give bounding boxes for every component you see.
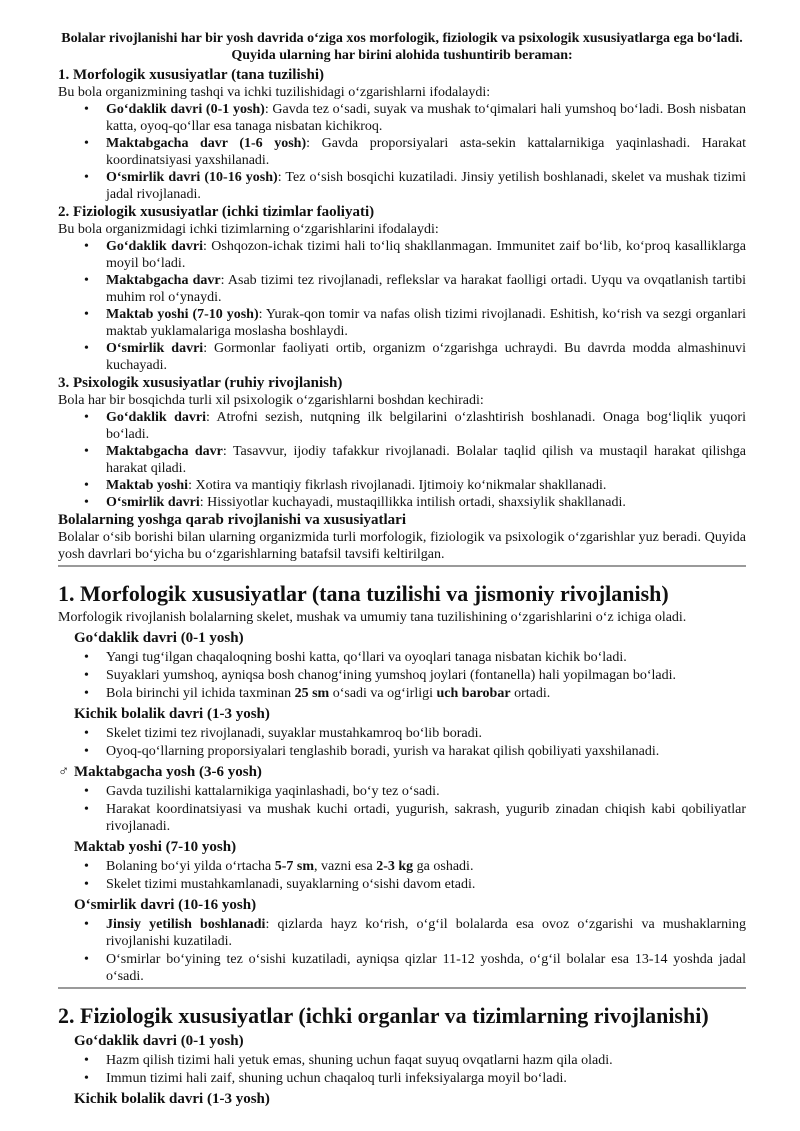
list-item: • Gavda tuzilishi kattalarnikiga yaqinlashadi, bo‘y tez o‘sadi. (106, 783, 746, 800)
list-item (106, 101, 746, 135)
morphology-heading: 1. Morfologik xususiyatlar (tana tuzilishi va jismoniy rivojlanish) (58, 581, 669, 606)
section-heading: 2. Fiziologik xususiyatlar (ichki tizimlar faoliyati) (58, 204, 375, 220)
period-heading (58, 629, 746, 647)
list-item: • Jinsiy yetilish boshlanadi: qizlarda hayz ko‘rish, o‘g‘il bolalarda esa ovoz o‘zgarishi va mushaklarning rivojlanishi kuzatiladi. (106, 916, 746, 950)
list-item-text: : Gavda proporsiyalari asta-sekin kattalarnikiga yaqinlashadi. Harakat koordinatsiyasi yaxshilanadi. (106, 136, 746, 168)
intro-section-physiological (58, 203, 746, 374)
list-item-term: Maktabgacha davr (1-6 yosh) (106, 136, 307, 151)
list-item-text: : Hissiyotlar kuchayadi, mustaqillikka intilish ortadi, shaxsiylik shakllanadi. (199, 495, 626, 510)
period-heading (58, 1090, 746, 1108)
list-item: • Yangi tug‘ilgan chaqaloqning boshi katta, qo‘llari va oyoqlari tanaga nisbatan kichik bo‘ladi. (106, 649, 746, 666)
bullet-list (58, 409, 746, 511)
list-item-text: : Gormonlar faoliyati ortib, organizm o‘zgarishga uchraydi. Bu davrda modda almashinuvi kuchayadi. (106, 341, 746, 373)
period-title: Go‘daklik davri (0-1 yosh) (74, 1033, 244, 1049)
list-item (106, 477, 746, 494)
document-title: Bolalar rivojlanishi har bir yosh davrida o‘ziga xos morfologik, fiziologik va psixologik xususiyatlarga ega bo‘ladi. Quyida ularning har birini alohida tushuntirib beraman: (61, 31, 743, 63)
section-text: Bu bola organizmining tashqi va ichki tuzilishidagi o‘zgarishlarni ifodalaydi: (58, 85, 491, 100)
summary-text: Bolalar o‘sib borishi bilan ularning organizmida turli morfologik, fiziologik va psixologik o‘zgarishlar yuz beradi. Quyida yosh davrlari bo‘yicha bu o‘zgarishlarning batafsil tavsifi keltirilgan. (58, 530, 746, 562)
list-item-term: Maktab yoshi (7-10 yosh) (106, 307, 259, 322)
list-item (106, 272, 746, 306)
bullet-list (58, 725, 746, 760)
list-item: • Skelet tizimi mustahkamlanadi, suyaklarning o‘sishi davom etadi. (106, 876, 746, 893)
list-item: • Bola birinchi yil ichida taxminan 25 sm o‘sadi va og‘irligi uch barobar ortadi. (106, 685, 746, 702)
list-item (106, 169, 746, 203)
list-item-text: : Atrofni sezish, nutqning ilk belgilarini o‘zlashtirish boshlanadi. Onaga bog‘liqlik yuqori bo‘ladi. (106, 410, 746, 442)
bullet-list (58, 916, 746, 985)
list-item-term: Go‘daklik davri (106, 410, 206, 425)
period-heading (58, 896, 746, 914)
list-item-term: Go‘daklik davri (0-1 yosh) (106, 102, 265, 117)
list-item: • Suyaklari yumshoq, ayniqsa bosh chanog‘ining yumshoq joylari (fontanella) hali yopilmagan bo‘ladi. (106, 667, 746, 684)
horizontal-divider (58, 987, 746, 989)
horizontal-divider (58, 565, 746, 567)
section-heading: 3. Psixologik xususiyatlar (ruhiy rivojlanish) (58, 375, 343, 391)
period-title: Maktab yoshi (7-10 yosh) (74, 839, 237, 855)
bullet-list (58, 101, 746, 203)
morphology-periods (58, 629, 746, 985)
list-item-text: : Tez o‘sish bosqichi kuzatiladi. Jinsiy yetilish boshlanadi, skelet va mushak tizimi jadal rivojlanadi. (106, 170, 746, 202)
list-item (106, 238, 746, 272)
list-item (106, 340, 746, 374)
period-heading (58, 705, 746, 723)
bullet-list (58, 649, 746, 702)
list-item-text: : Yurak-qon tomir va nafas olish tizimi rivojlanadi. Eshitish, ko‘rish va sezgi organlari maktab yuklamalariga moslasha boshlaydi. (106, 307, 746, 339)
list-item: • O‘smirlar bo‘yining tez o‘sishi kuzatiladi, ayniqsa qizlar 11-12 yoshda, o‘g‘il bolalar esa 13-14 yoshda jadal o‘sadi. (106, 951, 746, 985)
list-item: • Bolaning bo‘yi yilda o‘rtacha 5-7 sm, vazni esa 2-3 kg ga oshadi. (106, 858, 746, 875)
list-item (106, 494, 746, 511)
period-heading (58, 838, 746, 856)
physiology-periods (58, 1032, 746, 1108)
list-item-term: O‘smirlik davri (106, 341, 204, 356)
intro-section-psychological (58, 374, 746, 511)
list-item: • Hazm qilish tizimi hali yetuk emas, shuning uchun faqat suyuq ovqatlarni hazm qila oladi. (106, 1052, 746, 1069)
list-item-term: Maktabgacha davr (106, 273, 221, 288)
period-heading (58, 763, 746, 781)
bullet-list (58, 858, 746, 893)
period-title: Maktabgacha yosh (3-6 yosh) (74, 764, 262, 780)
list-item (106, 306, 746, 340)
list-item-text: : Oshqozon-ichak tizimi hali to‘liq shakllanmagan. Immunitet zaif bo‘lib, ko‘proq kasalliklarga moyil bo‘ladi. (106, 239, 746, 271)
period-title: Go‘daklik davri (0-1 yosh) (74, 630, 244, 646)
section-text: Bola har bir bosqichda turli xil psixologik o‘zgarishlarni boshdan kechiradi: (58, 393, 484, 408)
list-item-term: Maktab yoshi (106, 478, 189, 493)
bullet-list (58, 238, 746, 374)
list-item (106, 409, 746, 443)
period-heading (58, 1032, 746, 1050)
bullet-list (58, 783, 746, 835)
list-item-term: O‘smirlik davri (106, 495, 200, 510)
bullet-list (58, 1052, 746, 1087)
summary-heading: Bolalarning yoshga qarab rivojlanishi va xususiyatlari (58, 512, 406, 528)
list-item-text: : Tasavvur, ijodiy tafakkur rivojlanadi. Bolalar taqlid qilish va mustaqil harakat qilishga harakat qiladi. (106, 444, 746, 476)
list-item-text: : Xotira va mantiqiy fikrlash rivojlanadi. Ijtimoiy ko‘nikmalar shakllanadi. (188, 478, 607, 493)
list-item: • Skelet tizimi tez rivojlanadi, suyaklar mustahkamroq bo‘lib boradi. (106, 725, 746, 742)
period-title: O‘smirlik davri (10-16 yosh) (74, 897, 257, 913)
list-item-term: Maktabgacha davr (106, 444, 223, 459)
period-icon: ♂ (58, 764, 70, 780)
list-item-term: Go‘daklik davri (106, 239, 203, 254)
period-title: Kichik bolalik davri (1-3 yosh) (74, 1091, 270, 1107)
list-item: • Oyoq-qo‘llarning proporsiyalari tenglashib boradi, yurish va harakat qilish qobiliyati yaxshilanadi. (106, 743, 746, 760)
list-item: • Harakat koordinatsiyasi va mushak kuchi ortadi, yugurish, sakrash, yugurib zinadan chiqish kabi qobiliyatlar rivojlanadi. (106, 801, 746, 835)
list-item-term: O‘smirlik davri (10-16 yosh) (106, 170, 278, 185)
list-item-text: : Asab tizimi tez rivojlanadi, reflekslar va harakat faolligi ortadi. Uyqu va ovqatlanish tartibi muhim rol o‘ynaydi. (106, 273, 746, 305)
morphology-text: Morfologik rivojlanish bolalarning skelet, mushak va umumiy tana tuzilishining o‘zgarishlarini o‘z ichiga oladi. (58, 610, 687, 625)
list-item-text: : Gavda tez o‘sadi, suyak va mushak to‘qimalari hali yumshoq bo‘ladi. Bosh nisbatan katta, oyoq-qo‘llar esa tanaga nisbatan kichikroq. (106, 102, 746, 134)
list-item (106, 443, 746, 477)
list-item (106, 135, 746, 169)
section-heading: 1. Morfologik xususiyatlar (tana tuzilishi) (58, 67, 324, 83)
list-item: • Immun tizimi hali zaif, shuning uchun chaqaloq turli infeksiyalarga moyil bo‘ladi. (106, 1070, 746, 1087)
section-text: Bu bola organizmidagi ichki tizimlarning o‘zgarishlarini ifodalaydi: (58, 222, 439, 237)
intro-section-morphological (58, 66, 746, 203)
period-title: Kichik bolalik davri (1-3 yosh) (74, 706, 270, 722)
document-page (58, 30, 746, 1110)
physiology-heading: 2. Fiziologik xususiyatlar (ichki organlar va tizimlarning rivojlanishi) (58, 1003, 709, 1028)
